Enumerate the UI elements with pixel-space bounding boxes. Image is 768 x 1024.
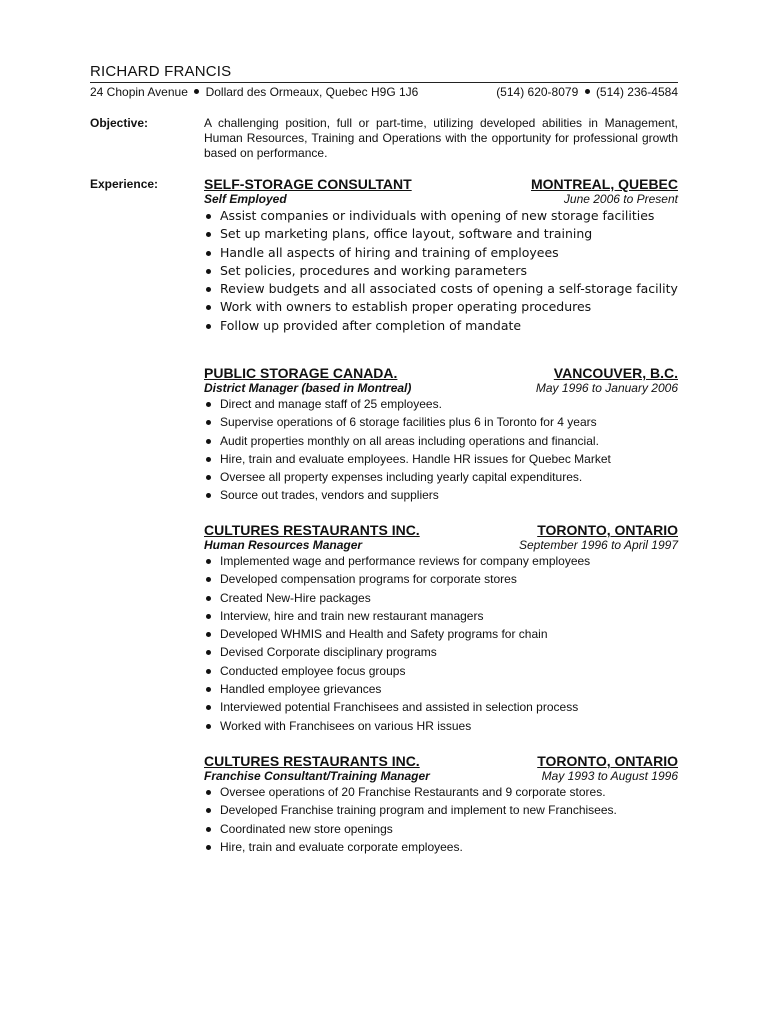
job-role: Human Resources Manager xyxy=(204,538,363,552)
objective-text: A challenging position, full or part-time, utilizing developed abilities in Management, Human Resources, Training and Operations with the opportunity for professional growth based on performance. xyxy=(204,116,678,160)
job-entry xyxy=(204,176,678,336)
duty-list-item: Oversee all property expenses including yearly capital expenditures. xyxy=(204,470,678,485)
job-entry xyxy=(204,365,678,507)
job-heading xyxy=(204,753,678,769)
phone-secondary: (514) 236-4584 xyxy=(595,85,678,99)
job-role: Franchise Consultant/Training Manager xyxy=(204,769,430,783)
job-subheading xyxy=(204,769,678,783)
job-dates: May 1996 to January 2006 xyxy=(535,381,678,395)
duty-list-item: Interview, hire and train new restaurant managers xyxy=(204,609,678,624)
duty-list-item: Developed WHMIS and Health and Safety programs for chain xyxy=(204,627,678,642)
job-location: MONTREAL, QUEBEC xyxy=(531,176,678,192)
job-dates: May 1993 to August 1996 xyxy=(541,769,678,783)
duty-list-item: Devised Corporate disciplinary programs xyxy=(204,645,678,660)
objective-label: Objective: xyxy=(90,116,149,130)
duty-list-item: Hire, train and evaluate corporate employees. xyxy=(204,840,678,855)
job-duties-list xyxy=(204,397,678,503)
job-duties-list xyxy=(204,785,678,855)
header-divider xyxy=(90,82,678,83)
duty-list-item: Assist companies or individuals with opening of new storage facilities xyxy=(204,208,678,225)
experience-label: Experience: xyxy=(90,177,159,191)
phone-primary: (514) 620-8079 xyxy=(496,85,579,99)
duty-list-item: Handled employee grievances xyxy=(204,682,678,697)
street-address: 24 Chopin Avenue xyxy=(90,85,188,99)
duty-list-item: Developed Franchise training program and implement to new Franchisees. xyxy=(204,803,678,818)
job-heading xyxy=(204,522,678,538)
duty-list-item: Follow up provided after completion of mandate xyxy=(204,318,678,335)
job-location: TORONTO, ONTARIO xyxy=(537,522,678,538)
phones xyxy=(496,85,678,99)
duty-list-item: Handle all aspects of hiring and training of employees xyxy=(204,245,678,262)
duty-list-item: Set up marketing plans, office layout, software and training xyxy=(204,226,678,243)
duty-list-item: Review budgets and all associated costs of opening a self-storage facility xyxy=(204,281,678,298)
job-dates: June 2006 to Present xyxy=(563,192,678,206)
duty-list-item: Worked with Franchisees on various HR issues xyxy=(204,719,678,734)
address xyxy=(90,85,418,99)
contact-line xyxy=(90,85,678,99)
job-employer: CULTURES RESTAURANTS INC. xyxy=(204,753,420,769)
duty-list-item: Oversee operations of 20 Franchise Restaurants and 9 corporate stores. xyxy=(204,785,678,800)
job-location: TORONTO, ONTARIO xyxy=(537,753,678,769)
job-subheading xyxy=(204,192,678,206)
duty-list-item: Developed compensation programs for corporate stores xyxy=(204,572,678,587)
job-subheading xyxy=(204,538,678,552)
bullet-separator-icon xyxy=(194,89,199,94)
job-entry xyxy=(204,522,678,737)
job-role: Self Employed xyxy=(204,192,287,206)
duty-list-item: Direct and manage staff of 25 employees. xyxy=(204,397,678,412)
duty-list-item: Set policies, procedures and working parameters xyxy=(204,263,678,280)
duty-list-item: Work with owners to establish proper operating procedures xyxy=(204,299,678,316)
job-duties-list xyxy=(204,554,678,734)
job-employer: CULTURES RESTAURANTS INC. xyxy=(204,522,420,538)
job-subheading xyxy=(204,381,678,395)
job-location: VANCOUVER, B.C. xyxy=(553,365,678,381)
job-employer: SELF-STORAGE CONSULTANT xyxy=(204,176,412,192)
city-address: Dollard des Ormeaux, Quebec H9G 1J6 xyxy=(205,85,419,99)
duty-list-item: Hire, train and evaluate employees. Handle HR issues for Quebec Market xyxy=(204,452,678,467)
duty-list-item: Audit properties monthly on all areas including operations and financial. xyxy=(204,434,678,449)
duty-list-item: Source out trades, vendors and suppliers xyxy=(204,488,678,503)
duty-list-item: Created New-Hire packages xyxy=(204,591,678,606)
bullet-separator-icon xyxy=(585,89,590,94)
job-duties-list xyxy=(204,208,678,334)
job-entry xyxy=(204,753,678,858)
duty-list-item: Conducted employee focus groups xyxy=(204,664,678,679)
duty-list-item: Implemented wage and performance reviews for company employees xyxy=(204,554,678,569)
job-role: District Manager (based in Montreal) xyxy=(204,381,412,395)
candidate-name: RICHARD FRANCIS xyxy=(90,63,232,80)
duty-list-item: Supervise operations of 6 storage facilities plus 6 in Toronto for 4 years xyxy=(204,415,678,430)
job-heading xyxy=(204,176,678,192)
duty-list-item: Interviewed potential Franchisees and assisted in selection process xyxy=(204,700,678,715)
job-dates: September 1996 to April 1997 xyxy=(519,538,678,552)
job-employer: PUBLIC STORAGE CANADA. xyxy=(204,365,398,381)
job-heading xyxy=(204,365,678,381)
duty-list-item: Coordinated new store openings xyxy=(204,822,678,837)
